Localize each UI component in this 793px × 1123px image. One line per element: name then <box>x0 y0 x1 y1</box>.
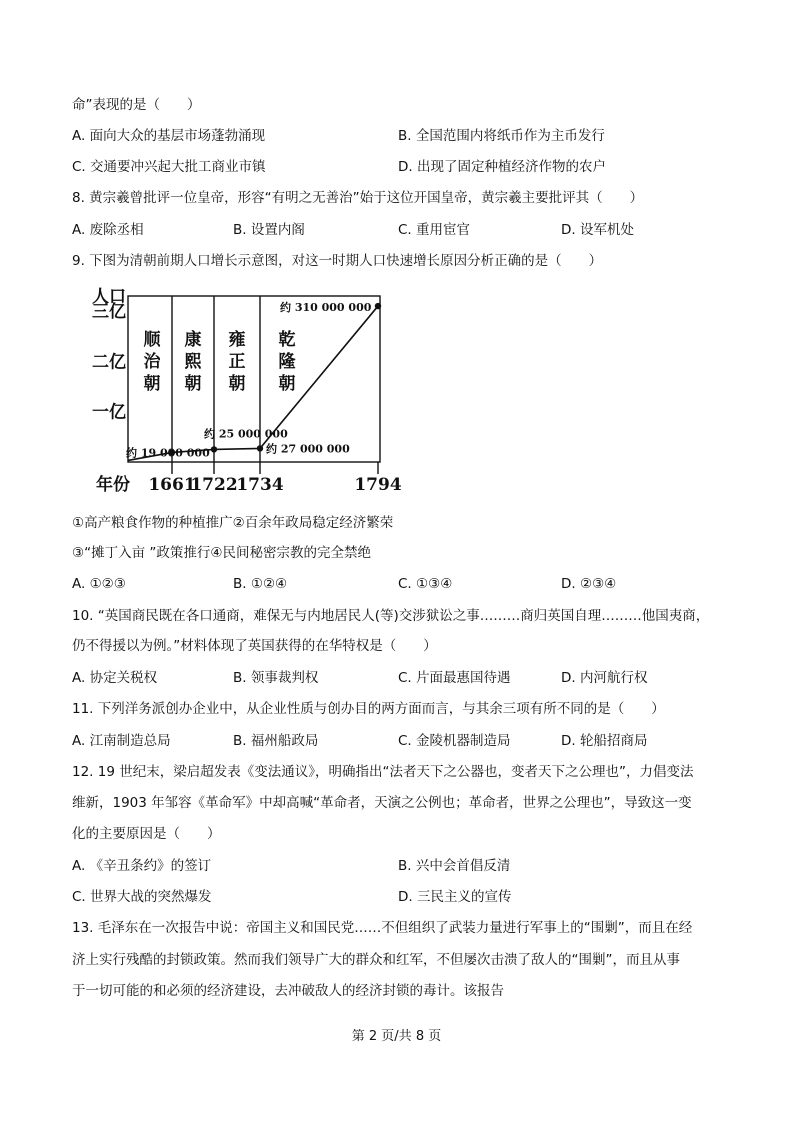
q12-option-c: C. 世界大战的突然爆发 <box>72 889 212 905</box>
q11-stem: 11. 下列洋务派创办企业中，从企业性质与创办目的两方面而言，与其余三项有所不同的是（ ） <box>72 701 665 717</box>
q8-option-c: C. 重用宦官 <box>398 222 471 238</box>
population-chart <box>92 282 412 500</box>
data-label: 约 25 000 000 <box>204 427 288 441</box>
q10-option-b: B. 领事裁判权 <box>233 670 319 686</box>
x-tick-label: 1661 <box>148 475 196 495</box>
era-label-char: 朝 <box>143 374 161 394</box>
q13-stem-line-1: 13. 毛泽东在一次报告中说：帝国主义和国民党……不但组织了武装力量进行军事上的“围剿”，而且在经 <box>72 920 693 936</box>
q7-option-c: C. 交通要冲兴起大批工商业市镇 <box>72 159 266 175</box>
q7-option-a: A. 面向大众的基层市场蓬勃涌现 <box>72 128 266 144</box>
q12-stem-line-2: 维新，1903 年邹容《革命军》中却高喊“革命者，天演之公例也；革命者，世界之公理也”，导致这一变 <box>72 795 692 811</box>
q10-option-c: C. 片面最惠国待遇 <box>398 670 511 686</box>
q9-option-d: D. ②③④ <box>561 576 617 592</box>
q9-option-c: C. ①③④ <box>398 576 453 592</box>
q7-option-d: D. 出现了固定种植经济作物的农户 <box>398 159 606 175</box>
x-tick-label: 1794 <box>354 475 402 495</box>
q8-option-b: B. 设置内阁 <box>233 222 305 238</box>
population-chart-svg <box>92 282 412 500</box>
era-label-char: 朝 <box>228 374 246 394</box>
q12-stem-line-1: 12. 19 世纪末，梁启超发表《变法通议》，明确指出“法者天下之公器也，变者天下之公理也”，力倡变法 <box>72 764 694 780</box>
x-axis-label: 年份 <box>96 475 130 495</box>
era-label-char: 朝 <box>278 374 296 394</box>
q7-option-b: B. 全国范围内将纸币作为主币发行 <box>398 128 605 144</box>
data-point <box>375 303 381 309</box>
era-label-char: 治 <box>143 352 161 372</box>
page-footer: 第 2 页/共 8 页 <box>351 1029 442 1044</box>
x-tick-label: 1734 <box>236 475 284 495</box>
q9-option-a: A. ①②③ <box>72 576 126 592</box>
y-tick-label: 三亿 <box>92 302 126 323</box>
q9-statement-line-2: ③“摊丁入亩 ”政策推行④民间秘密宗教的完全禁绝 <box>72 545 371 561</box>
q10-option-d: D. 内河航行权 <box>561 670 648 686</box>
y-tick-label: 二亿 <box>92 352 126 373</box>
q12-option-d: D. 三民主义的宣传 <box>398 889 512 905</box>
q11-option-b: B. 福州船政局 <box>233 733 319 749</box>
q9-stem: 9. 下图为清朝前期人口增长示意图，对这一时期人口快速增长原因分析正确的是（ ） <box>72 253 603 269</box>
x-tick-label: 1722 <box>190 475 238 495</box>
era-label-char: 顺 <box>143 330 161 350</box>
q11-option-a: A. 江南制造总局 <box>72 733 171 749</box>
era-label-char: 正 <box>228 352 246 372</box>
q9-statement-line-1: ①高产粮食作物的种植推广②百余年政局稳定经济繁荣 <box>72 515 394 531</box>
q11-option-c: C. 金陵机器制造局 <box>398 733 511 749</box>
era-label-char: 隆 <box>278 352 296 372</box>
y-axis-label: 人口 <box>92 287 126 307</box>
q11-option-d: D. 轮船招商局 <box>561 733 648 749</box>
data-point <box>257 445 263 451</box>
data-label: 约 27 000 000 <box>266 442 350 456</box>
q10-option-a: A. 协定关税权 <box>72 670 158 686</box>
q13-stem-line-2: 济上实行残酷的封锁政策。然而我们领导广大的群众和红军，不但屡次击溃了敌人的“围剿”，而且从事 <box>72 952 680 968</box>
era-label-char: 朝 <box>184 374 202 394</box>
q7-stem-tail: 命”表现的是（ ） <box>72 97 201 113</box>
q13-stem-line-3: 于一切可能的和必须的经济建设，去冲破敌人的经济封锁的毒计。该报告 <box>72 983 504 999</box>
era-label-char: 乾 <box>278 330 296 350</box>
q8-option-a: A. 废除丞相 <box>72 222 144 238</box>
q8-stem: 8. 黄宗羲曾批评一位皇帝，形容“有明之无善治”始于这位开国皇帝，黄宗羲主要批评其（ ） <box>72 190 644 206</box>
q10-stem-line-2: 仍不得援以为例。”材料体现了英国获得的在华特权是（ ） <box>72 638 437 654</box>
era-label-char: 雍 <box>228 330 246 350</box>
data-label: 约 310 000 000 <box>280 301 372 315</box>
era-label-char: 康 <box>184 330 202 350</box>
q10-stem-line-1: 10. “英国商民既在各口通商，难保无与内地居民人(等)交涉狱讼之事………商归英国自理………他国夷商， <box>72 608 710 624</box>
era-label-char: 熙 <box>184 352 202 372</box>
data-label: 约 19 000 000 <box>126 446 210 460</box>
q12-option-b: B. 兴中会首倡反清 <box>398 858 511 874</box>
q8-option-d: D. 设军机处 <box>561 222 634 238</box>
q9-option-b: B. ①②④ <box>233 576 288 592</box>
q12-option-a: A. 《辛丑条约》的签订 <box>72 858 212 874</box>
q12-stem-line-3: 化的主要原因是（ ） <box>72 826 221 842</box>
y-tick-label: 一亿 <box>92 402 126 423</box>
data-point <box>211 446 217 452</box>
